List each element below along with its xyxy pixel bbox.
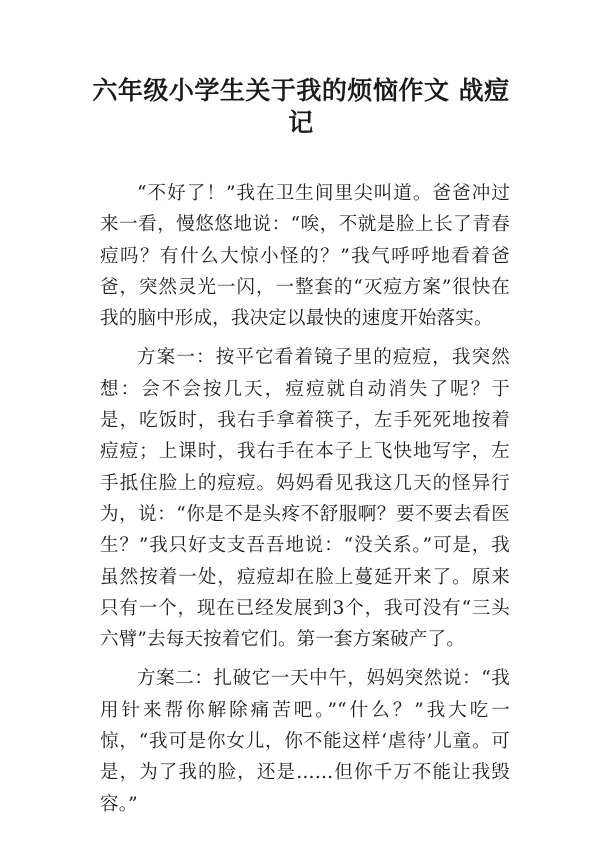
paragraph: 方案二：扎破它一天中午，妈妈突然说：“我用针来帮你解除痛苦吧。”“什么？”我大吃一惊，“我可是你女儿，你不能这样‘虐待’儿童。可是，为了我的脸，还是……但你千万不能让我毁容。” [100,668,510,815]
document-body [100,178,510,828]
paragraph: 方案一：按平它看着镜子里的痘痘，我突然想：会不会按几天，痘痘就自动消失了呢？于是，吃饭时，我右手拿着筷子，左手死死地按着痘痘；上课时，我右手在本子上飞快地写字，左手抵住脸上的痘痘。妈妈看见我这几天的怪异行为，说：“你是不是头疼不舒服啊？要不要去看医生？”我只好支支吾吾地说：“没关系。”可是，我虽然按着一处，痘痘却在脸上蔓延开来了。原来只有一个，现在已经发展到3个，我可没有“三头六臂”去每天按着它们。第一套方案破产了。 [100,347,510,651]
document-title: 六年级小学生关于我的烦恼作文 战痘记 [92,76,510,137]
paragraph: “不好了！”我在卫生间里尖叫道。爸爸冲过来一看，慢悠悠地说：“唉，不就是脸上长了青春痘吗？有什么大惊小怪的？”我气呼呼地看着爸爸，突然灵光一闪，一整套的“灭痘方案”很快在我的脑中形成，我决定以最快的速度开始落实。 [100,183,510,330]
